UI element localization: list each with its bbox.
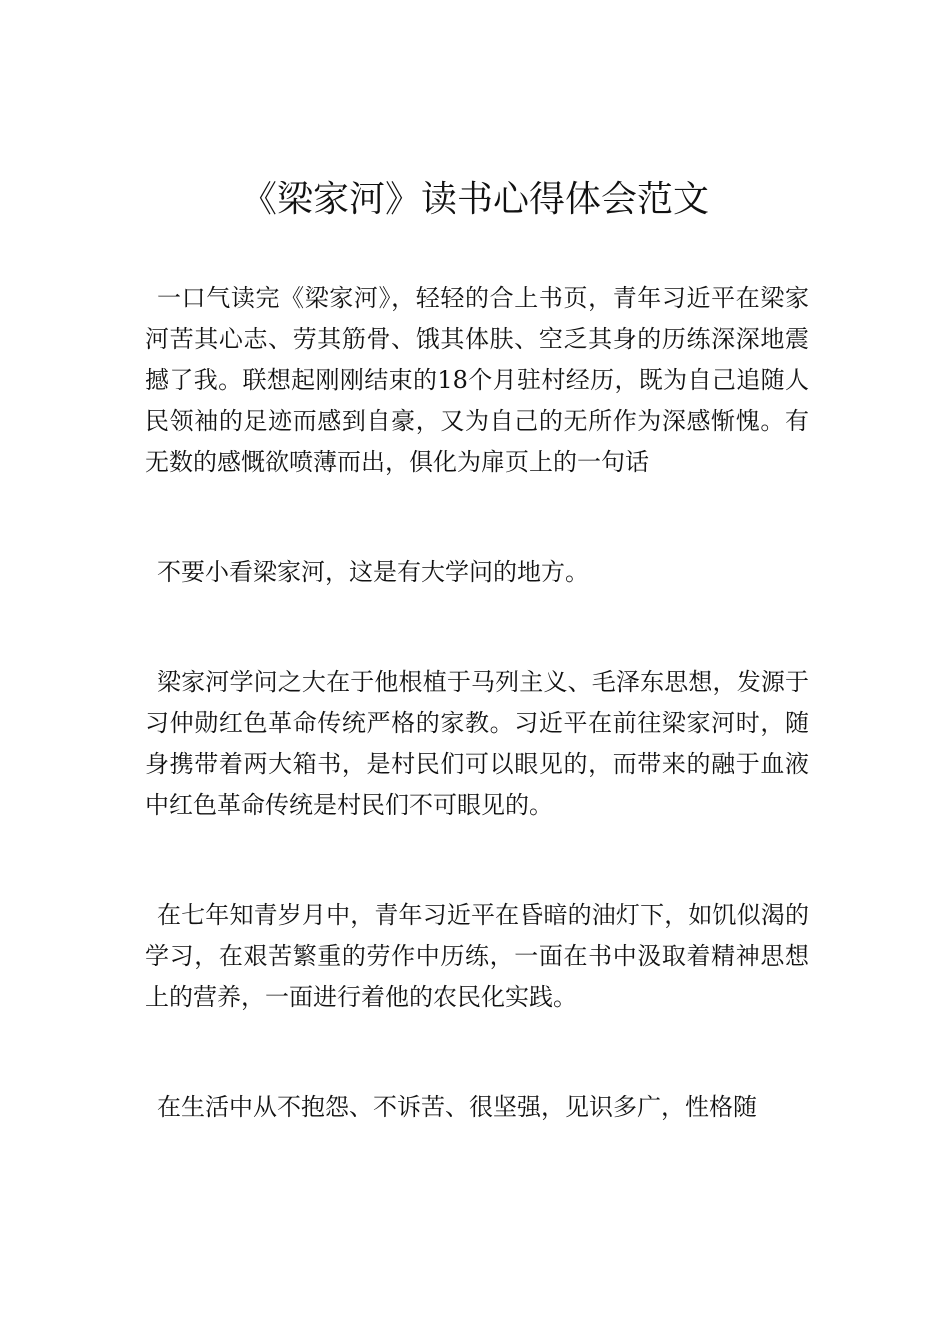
paragraph-3: 梁家河学问之大在于他根植于马列主义、毛泽东思想，发源于习仲勋红色革命传统严格的家教。习近平在前往梁家河时，随身携带着两大箱书，是村民们可以眼见的，而带来的融于血液中红色革命传统是村民们不可眼见的。: [145, 668, 809, 819]
document-body: [145, 278, 809, 1128]
paragraph-4: 在七年知青岁月中，青年习近平在昏暗的油灯下，如饥似渴的学习，在艰苦繁重的劳作中历练，一面在书中汲取着精神思想上的营养，一面进行着他的农民化实践。: [145, 901, 809, 1011]
document-title: 《梁家河》读书心得体会范文: [240, 179, 709, 220]
paragraph-5: 在生活中从不抱怨、不诉苦、很坚强，见识多广，性格随: [157, 1093, 757, 1121]
paragraph-1: 一口气读完《梁家河》，轻轻的合上书页，青年习近平在梁家河苦其心志、劳其筋骨、饿其体肤、空乏其身的历练深深地震撼了我。联想起刚刚结束的18个月驻村经历，既为自己追随人民领袖的足迹而感到自豪，又为自己的无所作为深感惭愧。有无数的感慨欲喷薄而出，俱化为扉页上的一句话: [145, 284, 809, 476]
paragraph-2: 不要小看梁家河，这是有大学问的地方。: [157, 558, 589, 586]
